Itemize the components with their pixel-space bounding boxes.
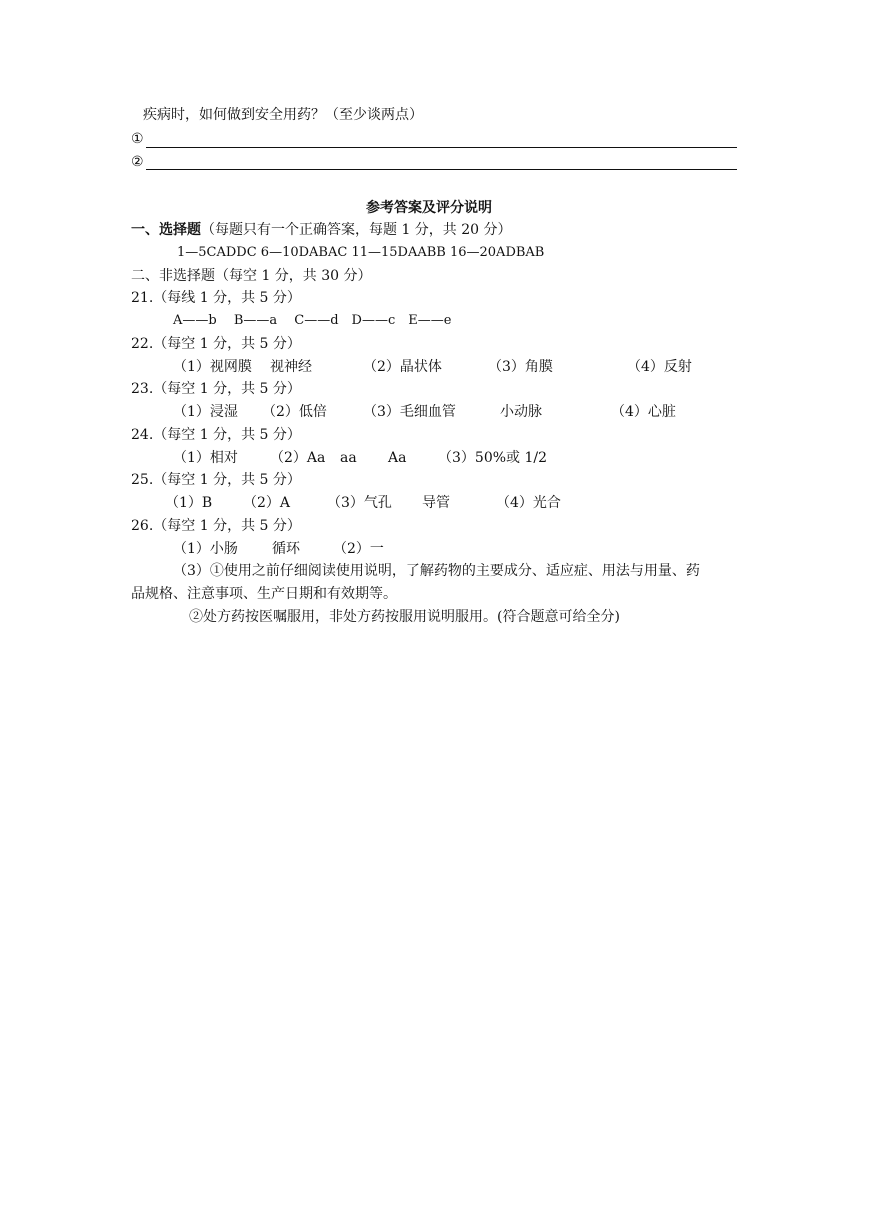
q23-item-4: 小动脉	[500, 404, 542, 420]
q23-item-3: （3）毛细血管	[363, 404, 456, 420]
q21-heading: 21.（每线 1 分，共 5 分）	[131, 290, 301, 306]
section1-heading: 一、选择题	[131, 222, 201, 238]
blank-marker-2: ②	[131, 154, 144, 170]
q24-item-4: Aa	[388, 450, 407, 466]
q25-item-3: （3）气孔	[327, 495, 392, 511]
blank-marker-1: ①	[131, 131, 144, 147]
section1-line	[131, 220, 512, 240]
q25-item-2: （2）A	[243, 495, 291, 511]
q22-item-3: （2）晶状体	[363, 359, 442, 375]
q26-p3-line2: 品规格、注意事项、生产日期和有效期等。	[131, 586, 397, 602]
q23-heading: 23.（每空 1 分，共 5 分）	[131, 381, 301, 397]
section1-answers: 1—5CADDC 6—10DABAC 11—15DAABB 16—20ADBAB	[177, 245, 545, 260]
q25-item-1: （1）B	[165, 495, 213, 511]
question-text: 疾病时，如何做到安全用药？（至少谈两点）	[143, 107, 423, 123]
q22-item-1: （1）视网膜	[173, 359, 252, 375]
q26-p3-line3: ②处方药按医嘱服用，非处方药按服用说明服用。(符合题意可给全分)	[189, 609, 620, 625]
q21-answer: A——b B——a C——d D——c E——e	[173, 313, 452, 328]
q26-item-3: （2）一	[333, 541, 384, 557]
q23-item-1: （1）浸湿	[173, 404, 238, 420]
q25-heading: 25.（每空 1 分，共 5 分）	[131, 472, 301, 488]
section1-note: （每题只有一个正确答案，每题 1 分，共 20 分）	[201, 222, 512, 238]
q23-item-5: （4）心脏	[611, 404, 676, 420]
q25-item-4: 导管	[422, 495, 450, 511]
answer-key-title: 参考答案及评分说明	[366, 200, 492, 216]
q22-item-2: 视神经	[270, 359, 312, 375]
q23-item-2: （2）低倍	[262, 404, 327, 420]
q24-item-2: （2）Aa	[270, 450, 326, 466]
q22-heading: 22.（每空 1 分，共 5 分）	[131, 336, 301, 352]
answer-blank-line-2	[146, 169, 737, 170]
q24-item-1: （1）相对	[173, 450, 238, 466]
answer-blank-line-1	[146, 147, 737, 148]
q24-heading: 24.（每空 1 分，共 5 分）	[131, 427, 301, 443]
q25-item-5: （4）光合	[496, 495, 561, 511]
q26-heading: 26.（每空 1 分，共 5 分）	[131, 518, 301, 534]
q26-item-2: 循环	[272, 541, 300, 557]
q24-item-5: （3）50%或 1/2	[438, 450, 548, 466]
q22-item-4: （3）角膜	[488, 359, 553, 375]
q26-p3-line1: （3）①使用之前仔细阅读使用说明，了解药物的主要成分、适应症、用法与用量、药	[173, 563, 700, 579]
q24-item-3: aa	[340, 450, 357, 466]
q26-item-1: （1）小肠	[173, 541, 238, 557]
q22-item-5: （4）反射	[627, 359, 692, 375]
section2-heading: 二、非选择题（每空 1 分，共 30 分）	[131, 268, 372, 284]
